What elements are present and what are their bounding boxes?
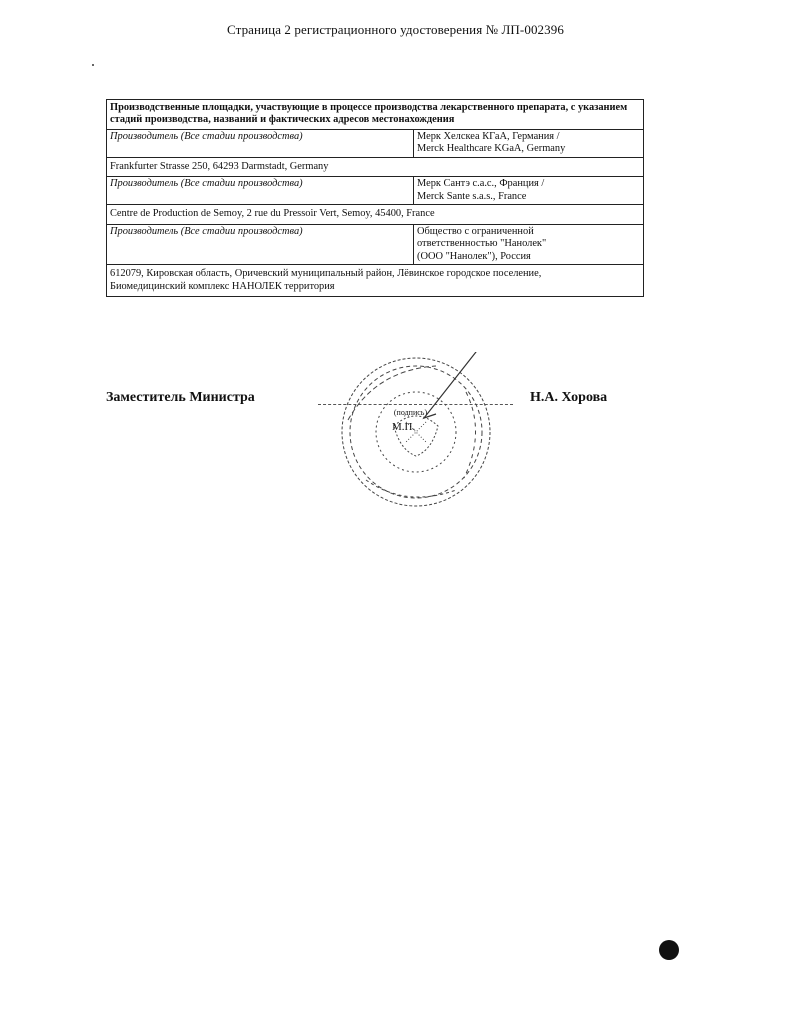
seal-label: М.П. <box>392 421 416 433</box>
site-name <box>414 177 644 205</box>
site-row <box>107 177 644 205</box>
production-sites-table <box>106 99 644 297</box>
site-name-line: Мерк Сантэ с.а.с., Франция / <box>417 178 545 190</box>
site-name-line: Мерк Хелскеа КГаА, Германия / <box>417 130 560 142</box>
site-role: Производитель (Все стадии производства) <box>107 224 414 264</box>
site-name <box>414 224 644 264</box>
site-name <box>414 129 644 157</box>
site-row <box>107 224 644 264</box>
site-address-row <box>107 265 644 297</box>
site-name-line: Merck Sante s.a.s., France <box>417 190 527 202</box>
site-row <box>107 129 644 157</box>
official-seal-stamp <box>336 352 496 512</box>
signatory-position: Заместитель Министра <box>106 390 255 405</box>
site-name-line: (ООО "Нанолек"), Россия <box>417 250 531 262</box>
site-address: Centre de Production de Semoy, 2 rue du Pressoir Vert, Semoy, 45400, France <box>107 205 644 224</box>
site-address-row <box>107 157 644 176</box>
site-name-line: ответственностью "Нанолек" <box>417 238 547 250</box>
page-header: Страница 2 регистрационного удостоверения № ЛП-002396 <box>227 22 564 37</box>
site-address: Frankfurter Strasse 250, 64293 Darmstadt, Germany <box>107 157 644 176</box>
site-address-row <box>107 205 644 224</box>
site-address-line: Биомедицинский комплекс НАНОЛЕК территория <box>110 280 335 292</box>
scan-speck <box>92 64 94 66</box>
site-role: Производитель (Все стадии производства) <box>107 177 414 205</box>
site-role: Производитель (Все стадии производства) <box>107 129 414 157</box>
signature-caption: (подпись) <box>393 408 428 417</box>
table-heading-row <box>107 100 644 130</box>
site-address-line: 612079, Кировская область, Оричевский муниципальный район, Лёвинское городское поселение, <box>110 268 542 280</box>
signature-stroke <box>424 352 496 418</box>
site-name-line: Merck Healthcare KGaA, Germany <box>417 143 566 155</box>
corner-mark <box>659 940 679 960</box>
site-address <box>107 265 644 297</box>
table-heading: Производственные площадки, участвующие в процессе производства лекарственного препарата, с указанием стадий производства, названий и фактических адресов местонахождения <box>107 100 644 130</box>
signatory-name: Н.А. Хорова <box>530 390 608 405</box>
site-name-line: Общество с ограниченной <box>417 225 534 237</box>
